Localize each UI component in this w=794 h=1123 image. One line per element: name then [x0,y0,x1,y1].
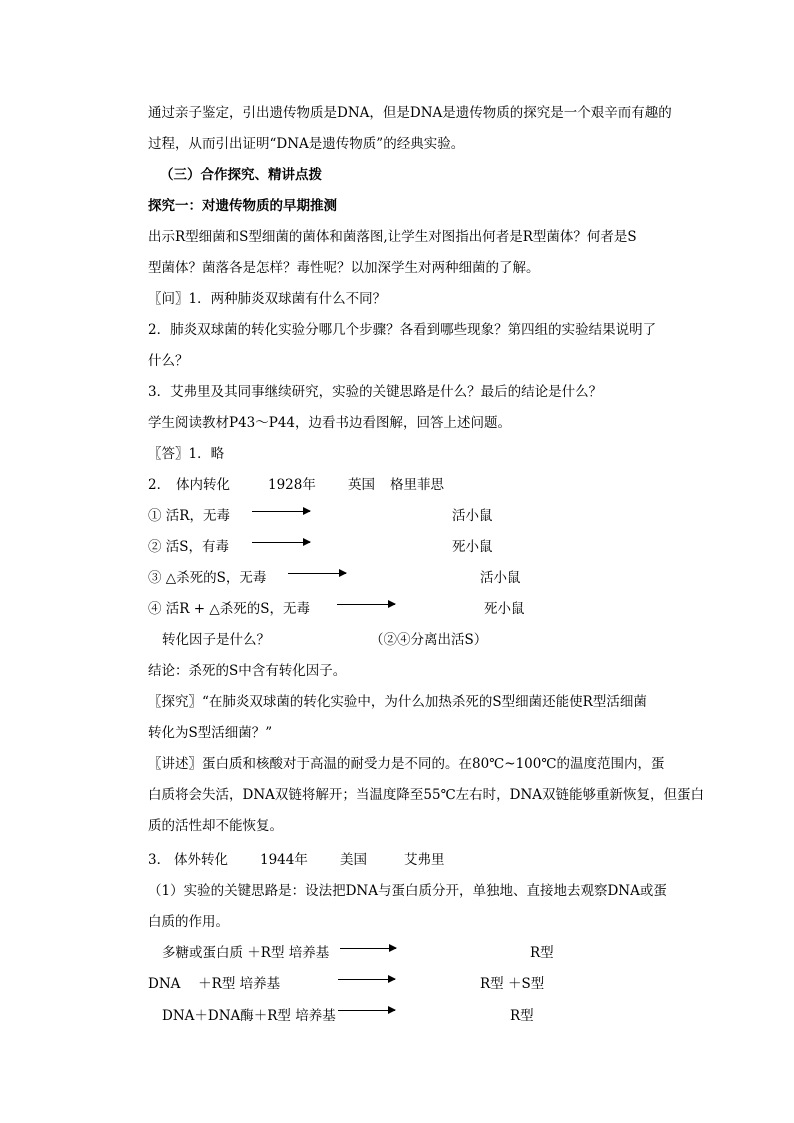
arrow-icon [340,948,396,949]
in-vivo-year: 1928年 [268,477,316,493]
question-1: 〖问〗1．两种肺炎双球菌有什么不同？ [148,291,387,307]
in-vivo-row-1-right: 活小鼠 [452,508,493,524]
transforming-factor-question: 转化因子是什么？ [162,632,270,648]
arrow-icon [337,604,395,605]
show-line-1: 出示R型细菌和S型细菌的菌体和菌落图,让学生对图指出何者是R型菌体？何者是S [148,229,637,245]
key-idea-line-2: 白质的作用。 [148,914,229,930]
in-vitro-row-2-right: R型 ＋S型 [480,976,545,992]
in-vitro-title: 体外转化 [174,852,228,868]
in-vivo-row-2-right: 死小鼠 [452,539,493,555]
in-vivo-title: 体内转化 [176,477,230,493]
lecture-line-3: 质的活性却不能恢复。 [148,818,283,834]
intro-line-2: 过程，从而引出证明“DNA是遗传物质”的经典实验。 [148,136,465,152]
arrow-icon [252,542,310,543]
question-2-line-1: 2．肺炎双球菌的转化实验分哪几个步骤？各看到哪些现象？第四组的实验结果说明了 [148,322,657,338]
arrow-icon [252,511,310,512]
in-vitro-scientist: 艾弗里 [404,852,445,868]
question-3: 3．艾弗里及其同事继续研究，实验的关键思路是什么？最后的结论是什么？ [148,384,603,400]
in-vivo-row-1-left: ① 活R，无毒 [148,508,230,524]
lecture-line-2: 白质将会失活，DNA双链将解开；当温度降至55℃左右时，DNA双链能够重新恢复，但蛋白 [148,787,705,803]
explore1-heading: 探究一：对遗传物质的早期推测 [148,198,337,214]
separation-note: （②④分离出活S） [370,632,488,648]
reading-instruction: 学生阅读教材P43～P44，边看书边看图解，回答上述问题。 [148,415,512,431]
explore-line-1: 〖探究〗“在肺炎双球菌的转化实验中，为什么加热杀死的S型细菌还能使R型活细菌 [148,694,647,710]
in-vitro-country: 美国 [340,852,367,868]
arrow-icon [338,979,395,980]
in-vitro-row-1-left: 多糖或蛋白质 ＋R型 培养基 [162,945,330,961]
in-vitro-number: 3． [148,852,171,868]
in-vivo-row-4-right: 死小鼠 [484,601,525,617]
in-vitro-year: 1944年 [260,852,308,868]
show-line-2: 型菌体？菌落各是怎样？毒性呢？以加深学生对两种细菌的了解。 [148,260,540,276]
in-vitro-row-3-right: R型 [510,1008,534,1024]
key-idea-line-1: （1）实验的关键思路是：设法把DNA与蛋白质分开，单独地、直接地去观察DNA或蛋 [148,883,667,899]
in-vivo-scientist: 格里菲思 [390,477,444,493]
in-vivo-conclusion: 结论：杀死的S中含有转化因子。 [148,663,347,679]
answer-1: 〖答〗1．略 [148,446,225,462]
in-vivo-row-4-left: ④ 活R + △杀死的S，无毒 [148,601,310,617]
in-vitro-row-3-left: DNA＋DNA酶＋R型 培养基 [162,1008,336,1024]
intro-line-1: 通过亲子鉴定，引出遗传物质是DNA，但是DNA是遗传物质的探究是一个艰辛而有趣的 [148,105,672,121]
arrow-icon [288,573,346,574]
arrow-icon [338,1010,395,1011]
in-vivo-country: 英国 [348,477,375,493]
explore-line-2: 转化为S型活细菌？” [148,725,273,741]
in-vitro-row-1-right: R型 [530,945,554,961]
in-vivo-row-2-left: ② 活S，有毒 [148,539,230,555]
in-vivo-row-3-left: ③ △杀死的S，无毒 [148,570,267,586]
in-vivo-number: 2． [148,477,171,493]
in-vivo-row-3-right: 活小鼠 [480,570,521,586]
in-vitro-row-2-left: DNA ＋R型 培养基 [148,976,281,992]
lecture-line-1: 〖讲述〗蛋白质和核酸对于高温的耐受力是不同的。在80℃~100℃的温度范围内，蛋 [148,756,665,772]
question-2-line-2: 什么？ [148,353,189,369]
section-heading: （三）合作探究、精讲点拨 [160,167,322,183]
